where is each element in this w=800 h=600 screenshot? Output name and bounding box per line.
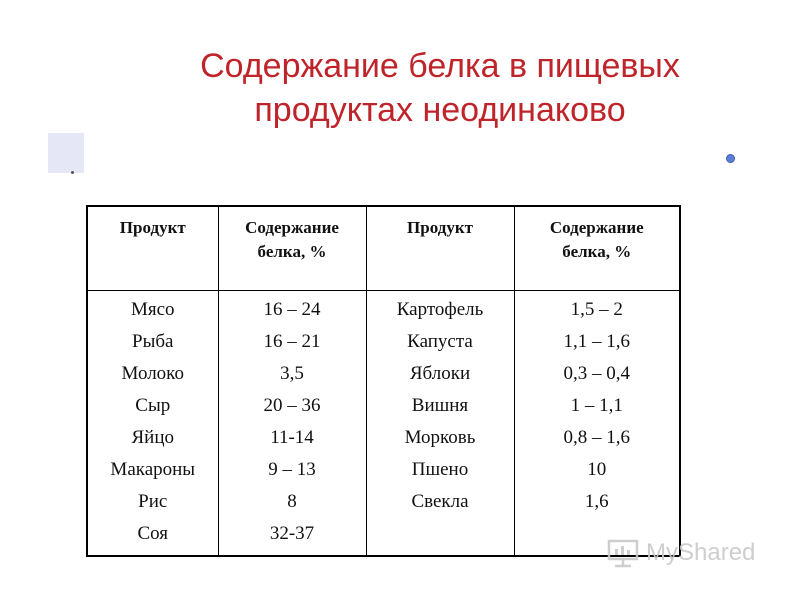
protein-value: 1,6 <box>584 490 609 512</box>
product-name: Свекла <box>411 490 469 512</box>
decorative-dot <box>71 171 74 174</box>
product-name: Макароны <box>110 458 196 480</box>
table-body-row <box>87 290 680 556</box>
product-name: Рис <box>138 490 168 512</box>
slide-title-line-2: продуктах неодинаково <box>254 91 626 129</box>
protein-content-table <box>86 205 681 557</box>
bullet-dot-icon <box>726 154 735 163</box>
product-name: Капуста <box>407 330 473 352</box>
watermark-text: MyShared <box>646 539 756 566</box>
protein-value: 1,5 – 2 <box>570 298 623 320</box>
protein-value: 8 <box>287 490 297 512</box>
product-name: Рыба <box>132 330 174 352</box>
product-name: Яйцо <box>131 426 174 448</box>
header-protein-right-text: Содержание белка, % <box>549 218 644 261</box>
product-name: Молоко <box>121 362 184 384</box>
left-values-cell <box>218 290 366 556</box>
product-name: Вишня <box>411 394 469 416</box>
protein-value: 9 – 13 <box>268 458 316 480</box>
decorative-square <box>48 133 84 173</box>
header-protein-left-text: Содержание белка, % <box>245 218 339 261</box>
presentation-board-icon <box>606 538 640 568</box>
product-name: Мясо <box>130 298 175 320</box>
product-name: Картофель <box>396 298 484 320</box>
right-products-cell <box>366 290 514 556</box>
protein-value: 0,3 – 0,4 <box>563 362 630 384</box>
protein-value: 3,5 <box>280 362 304 384</box>
header-protein-left <box>218 206 366 290</box>
protein-value: 0,8 – 1,6 <box>563 426 630 448</box>
protein-value: 32-37 <box>269 522 315 544</box>
product-name: Сыр <box>135 394 171 416</box>
myshared-watermark <box>606 536 755 570</box>
protein-value: 10 <box>587 458 607 480</box>
protein-value: 20 – 36 <box>263 394 321 416</box>
slide-title-line-1: Содержание белка в пищевых <box>200 47 680 85</box>
protein-value: 16 – 21 <box>263 330 321 352</box>
protein-value: 11-14 <box>270 426 314 448</box>
slide-title <box>120 44 760 132</box>
left-products-cell <box>87 290 218 556</box>
header-product-right: Продукт <box>366 206 514 290</box>
right-values-cell <box>514 290 680 556</box>
product-name: Морковь <box>404 426 476 448</box>
protein-value: 1 – 1,1 <box>570 394 623 416</box>
table-header-row <box>87 206 680 290</box>
product-name: Яблоки <box>409 362 471 384</box>
header-product-left: Продукт <box>87 206 218 290</box>
product-name: Пшено <box>411 458 469 480</box>
protein-value: 1,1 – 1,6 <box>563 330 630 352</box>
protein-value: 16 – 24 <box>263 298 321 320</box>
header-protein-right <box>514 206 680 290</box>
product-name: Соя <box>137 522 169 544</box>
